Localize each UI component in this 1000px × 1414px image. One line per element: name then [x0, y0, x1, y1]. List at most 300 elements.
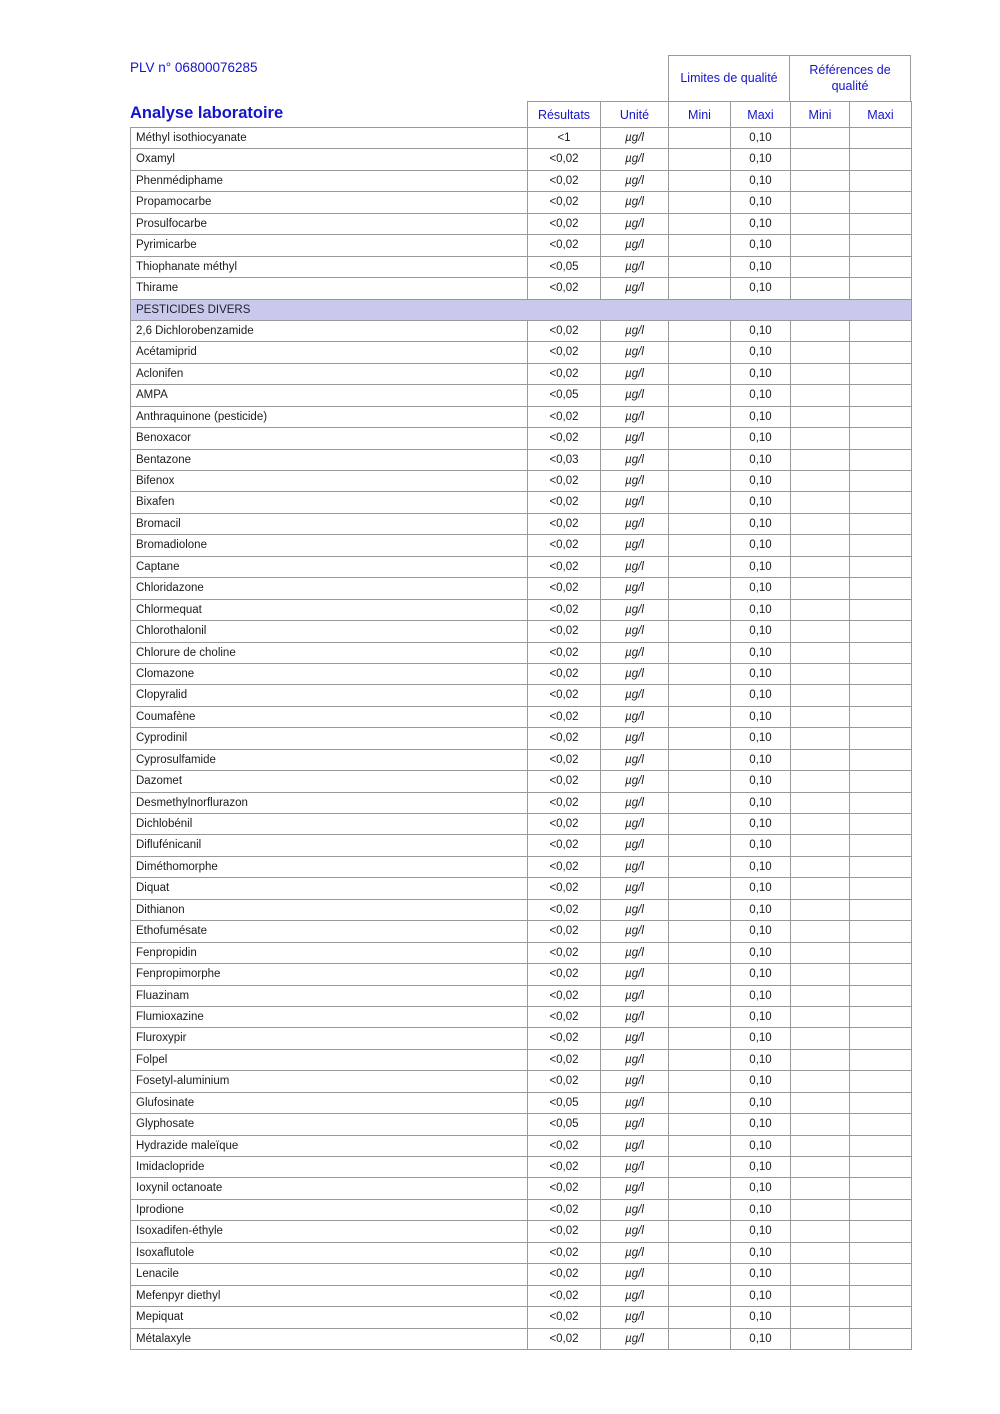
cell-resultat: <0,02	[528, 1157, 601, 1177]
table-row	[131, 728, 912, 749]
cell-mini	[669, 750, 731, 770]
cell-ref-mini	[791, 921, 850, 941]
cell-resultat: <0,02	[528, 192, 601, 212]
cell-unite: µg/l	[601, 621, 669, 641]
table-row	[131, 793, 912, 814]
cell-mini	[669, 171, 731, 191]
cell-unite: µg/l	[601, 1221, 669, 1241]
cell-maxi: 0,10	[731, 1093, 791, 1113]
table-row	[131, 857, 912, 878]
col-header-resultats: Résultats	[527, 101, 601, 127]
cell-name: Bixafen	[131, 492, 528, 512]
cell-unite: µg/l	[601, 1200, 669, 1220]
cell-ref-mini	[791, 450, 850, 470]
cell-name: Dazomet	[131, 771, 528, 791]
cell-ref-maxi	[850, 1221, 912, 1241]
cell-ref-mini	[791, 514, 850, 534]
cell-name: Glyphosate	[131, 1114, 528, 1134]
cell-resultat: <0,05	[528, 1093, 601, 1113]
cell-ref-mini	[791, 835, 850, 855]
cell-unite: µg/l	[601, 664, 669, 684]
cell-name: Benoxacor	[131, 428, 528, 448]
cell-ref-maxi	[850, 643, 912, 663]
table-row	[131, 492, 912, 513]
cell-resultat: <0,02	[528, 621, 601, 641]
cell-maxi: 0,10	[731, 1136, 791, 1156]
cell-resultat: <0,02	[528, 814, 601, 834]
cell-ref-maxi	[850, 964, 912, 984]
cell-ref-mini	[791, 257, 850, 277]
cell-name: Acétamiprid	[131, 342, 528, 362]
cell-unite: µg/l	[601, 385, 669, 405]
cell-name: Phenmédiphame	[131, 171, 528, 191]
cell-maxi: 0,10	[731, 621, 791, 641]
col-header-limites-mini: Mini	[668, 101, 731, 127]
cell-ref-maxi	[850, 342, 912, 362]
cell-resultat: <0,02	[528, 643, 601, 663]
cell-unite: µg/l	[601, 278, 669, 298]
cell-resultat: <0,02	[528, 1329, 601, 1349]
cell-maxi: 0,10	[731, 750, 791, 770]
cell-ref-maxi	[850, 900, 912, 920]
cell-maxi: 0,10	[731, 600, 791, 620]
cell-ref-mini	[791, 557, 850, 577]
table-row	[131, 471, 912, 492]
cell-unite: µg/l	[601, 1028, 669, 1048]
cell-name: Clomazone	[131, 664, 528, 684]
cell-ref-mini	[791, 621, 850, 641]
cell-mini	[669, 192, 731, 212]
table-row	[131, 578, 912, 599]
cell-mini	[669, 1093, 731, 1113]
cell-ref-maxi	[850, 1264, 912, 1284]
cell-resultat: <0,02	[528, 685, 601, 705]
cell-unite: µg/l	[601, 1114, 669, 1134]
cell-ref-mini	[791, 471, 850, 491]
cell-mini	[669, 921, 731, 941]
cell-name: Oxamyl	[131, 149, 528, 169]
cell-ref-mini	[791, 943, 850, 963]
cell-unite: µg/l	[601, 750, 669, 770]
cell-ref-mini	[791, 321, 850, 341]
cell-mini	[669, 664, 731, 684]
page-title: Analyse laboratoire	[130, 104, 284, 122]
cell-maxi: 0,10	[731, 1200, 791, 1220]
cell-resultat: <0,02	[528, 707, 601, 727]
cell-resultat: <0,02	[528, 1136, 601, 1156]
cell-unite: µg/l	[601, 342, 669, 362]
cell-ref-maxi	[850, 1028, 912, 1048]
cell-ref-mini	[791, 364, 850, 384]
cell-ref-maxi	[850, 428, 912, 448]
cell-unite: µg/l	[601, 1007, 669, 1027]
cell-unite: µg/l	[601, 1136, 669, 1156]
cell-maxi: 0,10	[731, 643, 791, 663]
cell-resultat: <0,02	[528, 492, 601, 512]
table-row	[131, 1221, 912, 1242]
cell-ref-mini	[791, 1136, 850, 1156]
cell-name: Isoxadifen-éthyle	[131, 1221, 528, 1241]
cell-unite: µg/l	[601, 1243, 669, 1263]
cell-unite: µg/l	[601, 964, 669, 984]
cell-maxi: 0,10	[731, 986, 791, 1006]
cell-mini	[669, 900, 731, 920]
cell-mini	[669, 1028, 731, 1048]
cell-name: Bromacil	[131, 514, 528, 534]
cell-maxi: 0,10	[731, 707, 791, 727]
table-row	[131, 685, 912, 706]
table-row	[131, 1157, 912, 1178]
cell-name: Fenpropidin	[131, 943, 528, 963]
cell-ref-maxi	[850, 1093, 912, 1113]
cell-ref-maxi	[850, 578, 912, 598]
cell-resultat: <0,02	[528, 364, 601, 384]
cell-resultat: <0,02	[528, 600, 601, 620]
cell-unite: µg/l	[601, 428, 669, 448]
cell-ref-mini	[791, 1221, 850, 1241]
cell-resultat: <0,02	[528, 557, 601, 577]
cell-mini	[669, 514, 731, 534]
cell-resultat: <0,02	[528, 986, 601, 1006]
cell-maxi: 0,10	[731, 1243, 791, 1263]
cell-ref-mini	[791, 814, 850, 834]
table-row	[131, 878, 912, 899]
table-row	[131, 1178, 912, 1199]
cell-ref-maxi	[850, 492, 912, 512]
cell-ref-mini	[791, 1050, 850, 1070]
cell-ref-mini	[791, 900, 850, 920]
cell-resultat: <0,02	[528, 407, 601, 427]
table-row	[131, 707, 912, 728]
cell-resultat: <0,02	[528, 835, 601, 855]
table-row	[131, 921, 912, 942]
cell-mini	[669, 707, 731, 727]
table-row	[131, 428, 912, 449]
cell-resultat: <0,02	[528, 321, 601, 341]
cell-unite: µg/l	[601, 835, 669, 855]
cell-mini	[669, 278, 731, 298]
cell-resultat: <0,02	[528, 750, 601, 770]
cell-mini	[669, 214, 731, 234]
cell-maxi: 0,10	[731, 1329, 791, 1349]
cell-ref-mini	[791, 643, 850, 663]
col-header-references-maxi: Maxi	[849, 101, 912, 127]
cell-ref-maxi	[850, 1114, 912, 1134]
table-row	[131, 1071, 912, 1092]
cell-name: Mepiquat	[131, 1307, 528, 1327]
cell-name: Captane	[131, 557, 528, 577]
cell-unite: µg/l	[601, 921, 669, 941]
cell-unite: µg/l	[601, 728, 669, 748]
cell-name: Fluroxypir	[131, 1028, 528, 1048]
cell-ref-maxi	[850, 835, 912, 855]
cell-ref-maxi	[850, 664, 912, 684]
table-row	[131, 1028, 912, 1049]
table-row	[131, 1243, 912, 1264]
cell-ref-maxi	[850, 321, 912, 341]
cell-name: Clopyralid	[131, 685, 528, 705]
cell-ref-mini	[791, 492, 850, 512]
table-row	[131, 514, 912, 535]
cell-mini	[669, 1329, 731, 1349]
cell-resultat: <0,02	[528, 728, 601, 748]
cell-ref-maxi	[850, 986, 912, 1006]
table-row	[131, 214, 912, 235]
cell-ref-maxi	[850, 364, 912, 384]
cell-ref-maxi	[850, 1157, 912, 1177]
col-header-limites-maxi: Maxi	[730, 101, 791, 127]
cell-maxi: 0,10	[731, 921, 791, 941]
cell-ref-mini	[791, 278, 850, 298]
cell-ref-mini	[791, 1178, 850, 1198]
cell-name: Diflufénicanil	[131, 835, 528, 855]
cell-maxi: 0,10	[731, 214, 791, 234]
cell-ref-mini	[791, 986, 850, 1006]
cell-unite: µg/l	[601, 535, 669, 555]
cell-mini	[669, 1264, 731, 1284]
section-header-label: PESTICIDES DIVERS	[136, 303, 251, 316]
cell-ref-maxi	[850, 278, 912, 298]
cell-maxi: 0,10	[731, 857, 791, 877]
cell-mini	[669, 257, 731, 277]
cell-unite: µg/l	[601, 214, 669, 234]
cell-mini	[669, 557, 731, 577]
cell-ref-mini	[791, 728, 850, 748]
cell-name: 2,6 Dichlorobenzamide	[131, 321, 528, 341]
cell-ref-maxi	[850, 192, 912, 212]
cell-maxi: 0,10	[731, 771, 791, 791]
cell-name: Ethofumésate	[131, 921, 528, 941]
cell-maxi: 0,10	[731, 171, 791, 191]
cell-mini	[669, 1136, 731, 1156]
cell-resultat: <0,02	[528, 578, 601, 598]
col-header-unite: Unité	[600, 101, 669, 127]
references-de-qualite-group-header	[789, 55, 911, 102]
cell-maxi: 0,10	[731, 535, 791, 555]
cell-maxi: 0,10	[731, 793, 791, 813]
cell-maxi: 0,10	[731, 321, 791, 341]
cell-mini	[669, 878, 731, 898]
cell-name: Imidaclopride	[131, 1157, 528, 1177]
cell-resultat: <0,02	[528, 771, 601, 791]
cell-unite: µg/l	[601, 149, 669, 169]
cell-mini	[669, 1307, 731, 1327]
table-row	[131, 1264, 912, 1285]
cell-ref-mini	[791, 535, 850, 555]
cell-name: Ioxynil octanoate	[131, 1178, 528, 1198]
cell-resultat: <0,02	[528, 235, 601, 255]
cell-unite: µg/l	[601, 1157, 669, 1177]
cell-ref-mini	[791, 664, 850, 684]
cell-resultat: <0,02	[528, 1028, 601, 1048]
cell-unite: µg/l	[601, 128, 669, 148]
cell-maxi: 0,10	[731, 149, 791, 169]
cell-ref-mini	[791, 128, 850, 148]
cell-ref-mini	[791, 1329, 850, 1349]
table-row	[131, 364, 912, 385]
cell-resultat: <0,02	[528, 514, 601, 534]
cell-unite: µg/l	[601, 878, 669, 898]
cell-ref-maxi	[850, 771, 912, 791]
cell-maxi: 0,10	[731, 1264, 791, 1284]
cell-name: Fenpropimorphe	[131, 964, 528, 984]
cell-mini	[669, 600, 731, 620]
cell-unite: µg/l	[601, 471, 669, 491]
cell-ref-maxi	[850, 793, 912, 813]
cell-ref-maxi	[850, 171, 912, 191]
cell-resultat: <1	[528, 128, 601, 148]
cell-name: Aclonifen	[131, 364, 528, 384]
cell-ref-mini	[791, 685, 850, 705]
cell-unite: µg/l	[601, 1286, 669, 1306]
cell-mini	[669, 471, 731, 491]
cell-ref-mini	[791, 857, 850, 877]
cell-ref-maxi	[850, 750, 912, 770]
cell-resultat: <0,02	[528, 1221, 601, 1241]
table-row	[131, 1136, 912, 1157]
cell-resultat: <0,02	[528, 857, 601, 877]
table-row	[131, 1329, 912, 1350]
cell-name: Anthraquinone (pesticide)	[131, 407, 528, 427]
cell-ref-maxi	[850, 814, 912, 834]
table-row	[131, 835, 912, 856]
cell-ref-maxi	[850, 149, 912, 169]
table-row	[131, 621, 912, 642]
cell-maxi: 0,10	[731, 964, 791, 984]
cell-unite: µg/l	[601, 492, 669, 512]
cell-name: Desmethylnorflurazon	[131, 793, 528, 813]
cell-maxi: 0,10	[731, 1050, 791, 1070]
cell-resultat: <0,02	[528, 921, 601, 941]
cell-mini	[669, 1071, 731, 1091]
cell-ref-mini	[791, 1093, 850, 1113]
cell-unite: µg/l	[601, 1093, 669, 1113]
cell-name: Chlormequat	[131, 600, 528, 620]
cell-unite: µg/l	[601, 771, 669, 791]
cell-ref-maxi	[850, 385, 912, 405]
cell-resultat: <0,02	[528, 1007, 601, 1027]
table-row	[131, 771, 912, 792]
cell-ref-mini	[791, 600, 850, 620]
cell-ref-mini	[791, 214, 850, 234]
cell-mini	[669, 385, 731, 405]
cell-maxi: 0,10	[731, 664, 791, 684]
cell-resultat: <0,02	[528, 428, 601, 448]
cell-mini	[669, 149, 731, 169]
cell-ref-mini	[791, 385, 850, 405]
table-row	[131, 535, 912, 556]
cell-ref-mini	[791, 1243, 850, 1263]
cell-name: Coumafène	[131, 707, 528, 727]
cell-maxi: 0,10	[731, 1221, 791, 1241]
table-row	[131, 450, 912, 471]
table-row	[131, 171, 912, 192]
cell-maxi: 0,10	[731, 450, 791, 470]
cell-ref-maxi	[850, 878, 912, 898]
cell-unite: µg/l	[601, 814, 669, 834]
cell-unite: µg/l	[601, 407, 669, 427]
cell-unite: µg/l	[601, 257, 669, 277]
cell-unite: µg/l	[601, 1050, 669, 1070]
cell-unite: µg/l	[601, 1071, 669, 1091]
cell-name: Cyprosulfamide	[131, 750, 528, 770]
cell-name: Fosetyl-aluminium	[131, 1071, 528, 1091]
cell-maxi: 0,10	[731, 900, 791, 920]
cell-ref-maxi	[850, 235, 912, 255]
cell-mini	[669, 728, 731, 748]
cell-ref-mini	[791, 707, 850, 727]
cell-resultat: <0,02	[528, 1071, 601, 1091]
cell-maxi: 0,10	[731, 1028, 791, 1048]
cell-unite: µg/l	[601, 685, 669, 705]
plv-number: PLV n° 06800076285	[130, 60, 258, 75]
cell-resultat: <0,02	[528, 214, 601, 234]
cell-maxi: 0,10	[731, 278, 791, 298]
cell-maxi: 0,10	[731, 1157, 791, 1177]
table-row	[131, 814, 912, 835]
cell-ref-mini	[791, 750, 850, 770]
cell-ref-mini	[791, 149, 850, 169]
cell-ref-maxi	[850, 1007, 912, 1027]
cell-resultat: <0,02	[528, 535, 601, 555]
cell-mini	[669, 1286, 731, 1306]
table-row	[131, 235, 912, 256]
cell-ref-mini	[791, 342, 850, 362]
cell-resultat: <0,02	[528, 1264, 601, 1284]
cell-name: Pyrimicarbe	[131, 235, 528, 255]
table-row	[131, 1093, 912, 1114]
col-header-references-mini: Mini	[790, 101, 850, 127]
cell-mini	[669, 643, 731, 663]
cell-mini	[669, 450, 731, 470]
cell-unite: µg/l	[601, 192, 669, 212]
cell-mini	[669, 1157, 731, 1177]
cell-resultat: <0,05	[528, 1114, 601, 1134]
cell-ref-mini	[791, 793, 850, 813]
cell-ref-mini	[791, 1307, 850, 1327]
cell-ref-mini	[791, 171, 850, 191]
cell-maxi: 0,10	[731, 557, 791, 577]
limites-group-label: Limites de qualité	[680, 70, 778, 85]
cell-unite: µg/l	[601, 321, 669, 341]
table-row	[131, 964, 912, 985]
cell-ref-mini	[791, 235, 850, 255]
cell-resultat: <0,02	[528, 900, 601, 920]
cell-name: Chlorure de choline	[131, 643, 528, 663]
cell-unite: µg/l	[601, 707, 669, 727]
cell-ref-mini	[791, 878, 850, 898]
cell-ref-mini	[791, 192, 850, 212]
cell-unite: µg/l	[601, 1307, 669, 1327]
cell-ref-maxi	[850, 535, 912, 555]
cell-unite: µg/l	[601, 643, 669, 663]
cell-name: Propamocarbe	[131, 192, 528, 212]
cell-ref-maxi	[850, 1178, 912, 1198]
cell-mini	[669, 1050, 731, 1070]
cell-maxi: 0,10	[731, 943, 791, 963]
table-row	[131, 149, 912, 170]
cell-mini	[669, 857, 731, 877]
cell-mini	[669, 128, 731, 148]
cell-unite: µg/l	[601, 900, 669, 920]
cell-resultat: <0,02	[528, 878, 601, 898]
cell-name: Cyprodinil	[131, 728, 528, 748]
cell-resultat: <0,05	[528, 257, 601, 277]
cell-ref-maxi	[850, 1136, 912, 1156]
cell-mini	[669, 492, 731, 512]
cell-ref-maxi	[850, 685, 912, 705]
cell-ref-maxi	[850, 1050, 912, 1070]
